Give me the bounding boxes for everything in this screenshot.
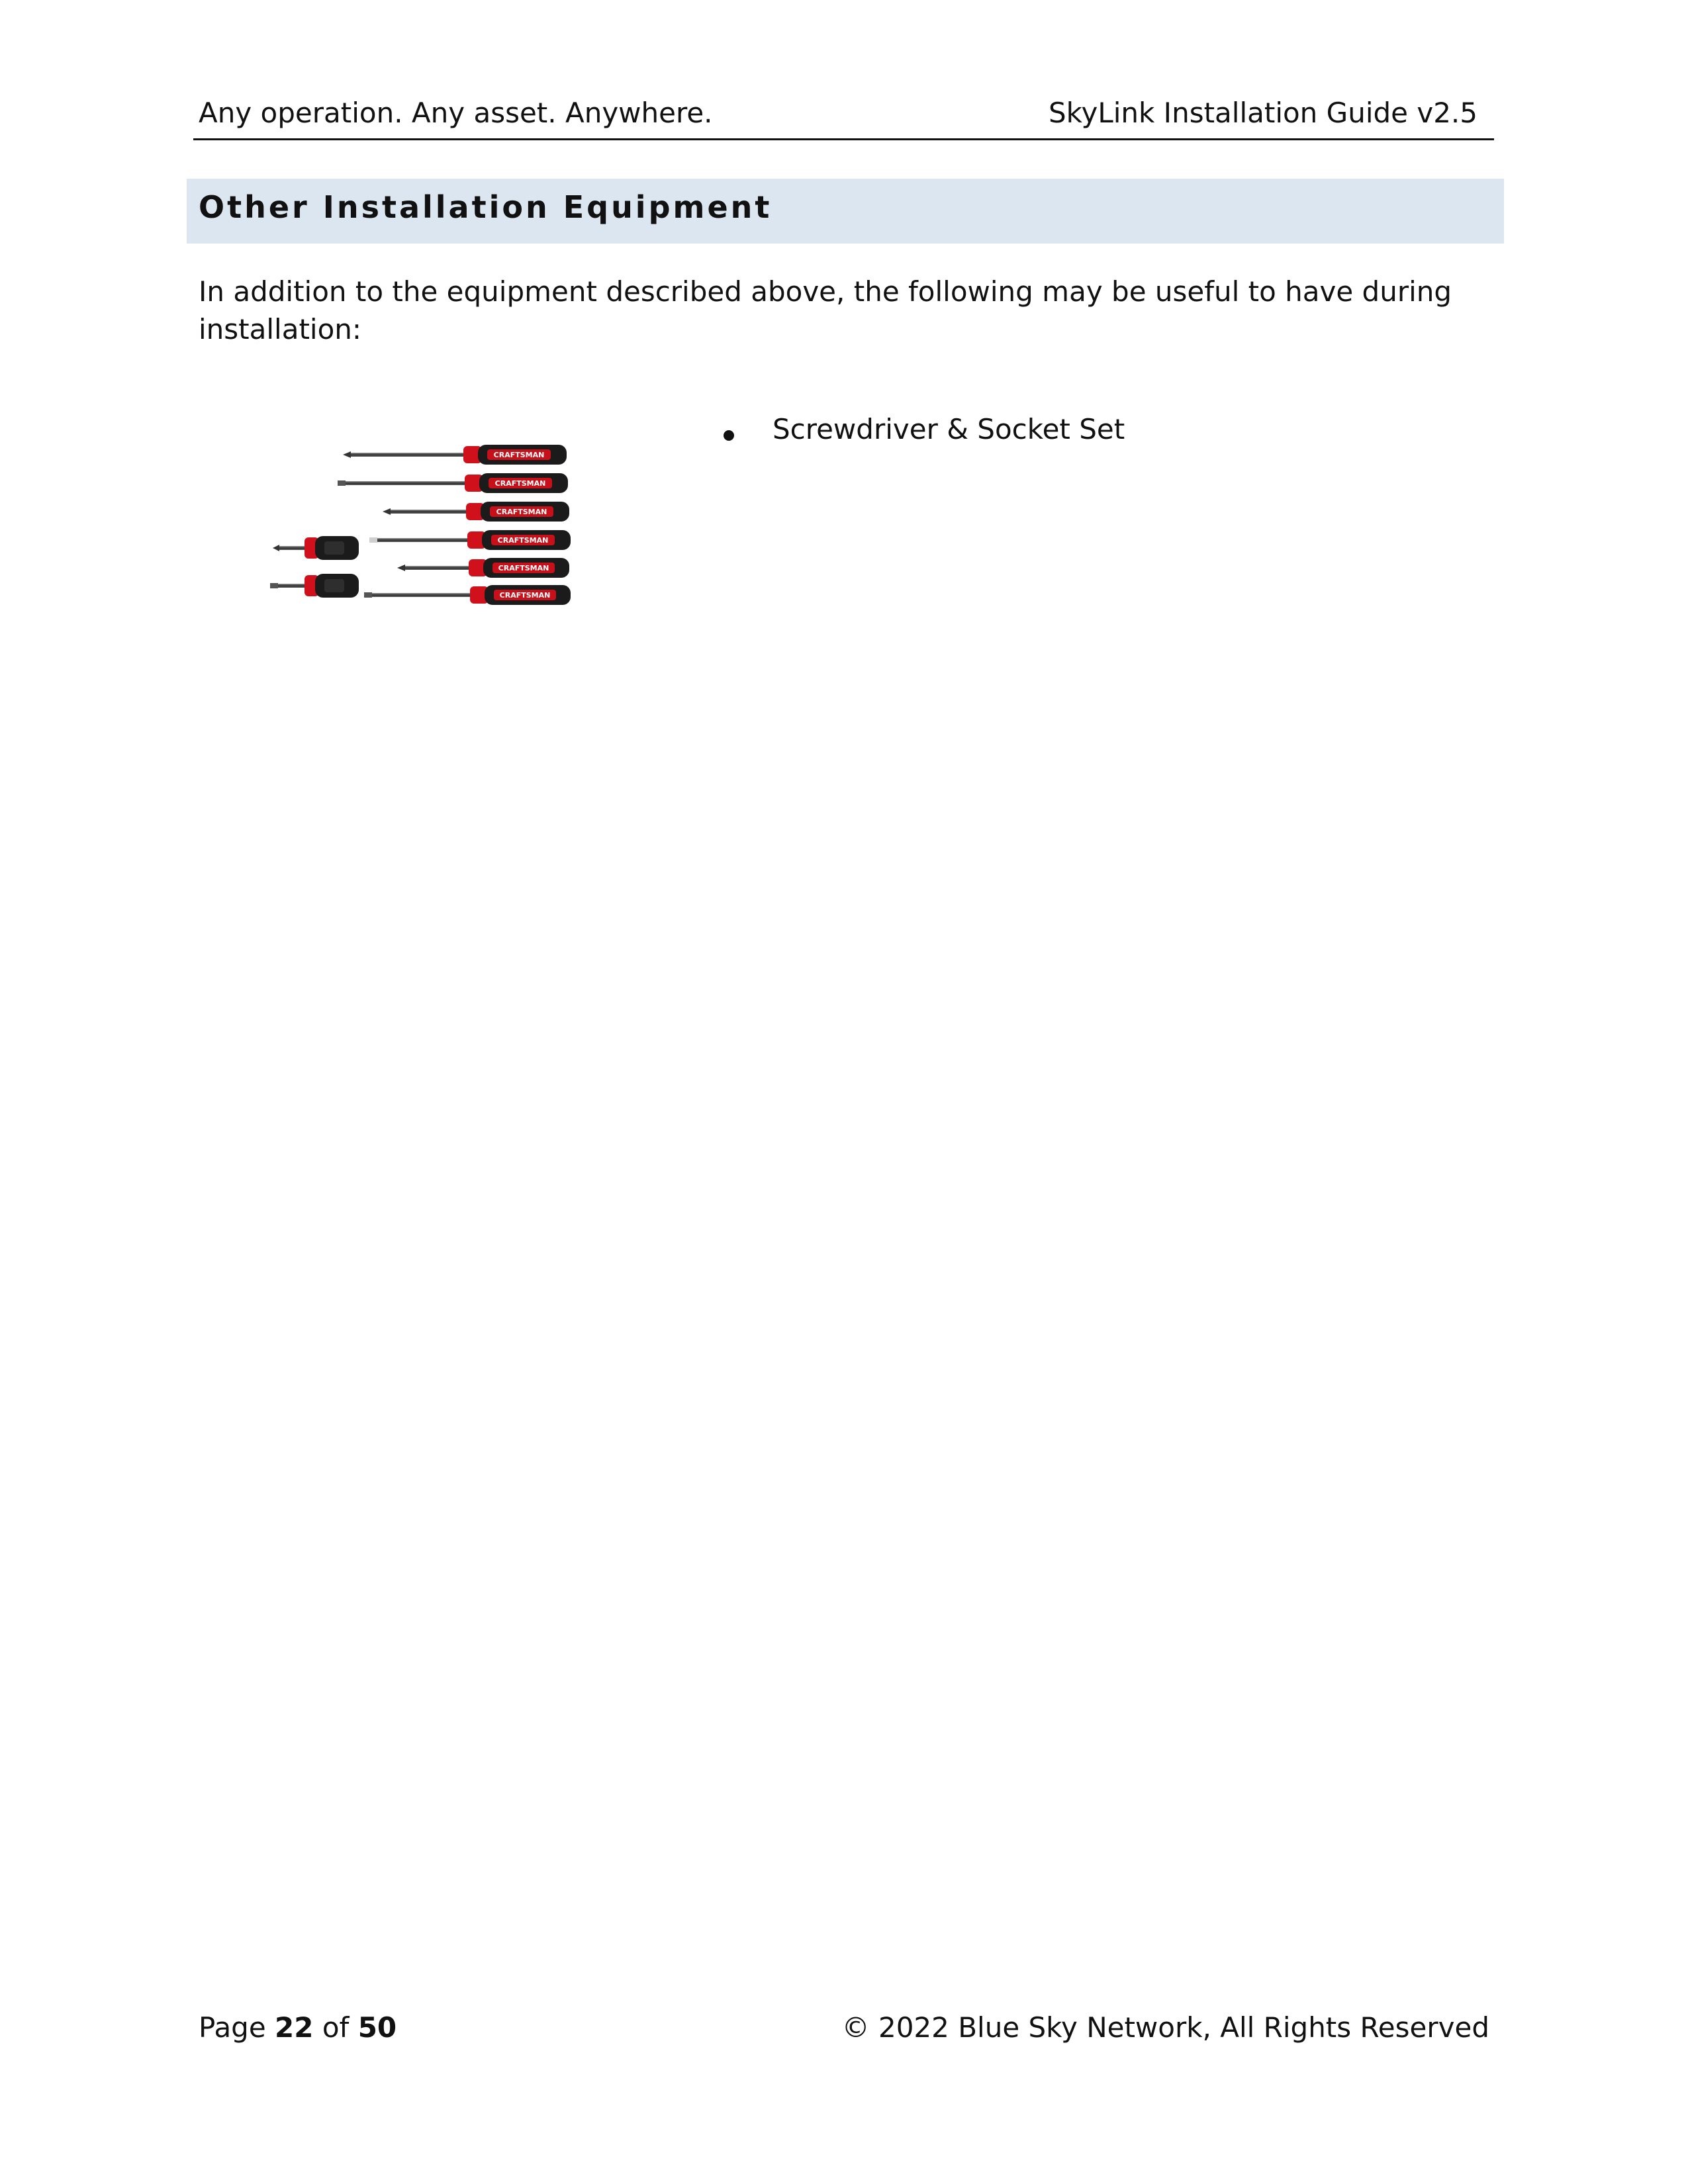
section-title: Other Installation Equipment: [199, 189, 773, 225]
brand-label: CRAFTSMAN: [498, 564, 549, 572]
page-current: 22: [275, 2011, 314, 2044]
page-number: [199, 2011, 397, 2044]
brand-label: CRAFTSMAN: [493, 451, 545, 459]
list-item: Screwdriver & Socket Set: [773, 413, 1125, 445]
brand-label: CRAFTSMAN: [496, 508, 547, 516]
screwdriver-set-icon: [265, 437, 583, 629]
bullet-point: [724, 430, 734, 441]
page-word: Page: [199, 2011, 266, 2044]
intro-paragraph: In addition to the equipment described above, the following may be useful to have during installation:: [199, 275, 1452, 345]
brand-label: CRAFTSMAN: [494, 479, 546, 488]
page-total: 50: [357, 2011, 397, 2044]
header-divider: [193, 138, 1494, 140]
copyright-notice: © 2022 Blue Sky Network, All Rights Reserved: [841, 2011, 1489, 2044]
header-guide-title: SkyLink Installation Guide v2.5: [1048, 97, 1477, 129]
brand-label: CRAFTSMAN: [499, 591, 551, 600]
header-tagline: Any operation. Any asset. Anywhere.: [199, 97, 713, 129]
brand-label: CRAFTSMAN: [497, 536, 549, 545]
of-word: of: [322, 2011, 350, 2044]
